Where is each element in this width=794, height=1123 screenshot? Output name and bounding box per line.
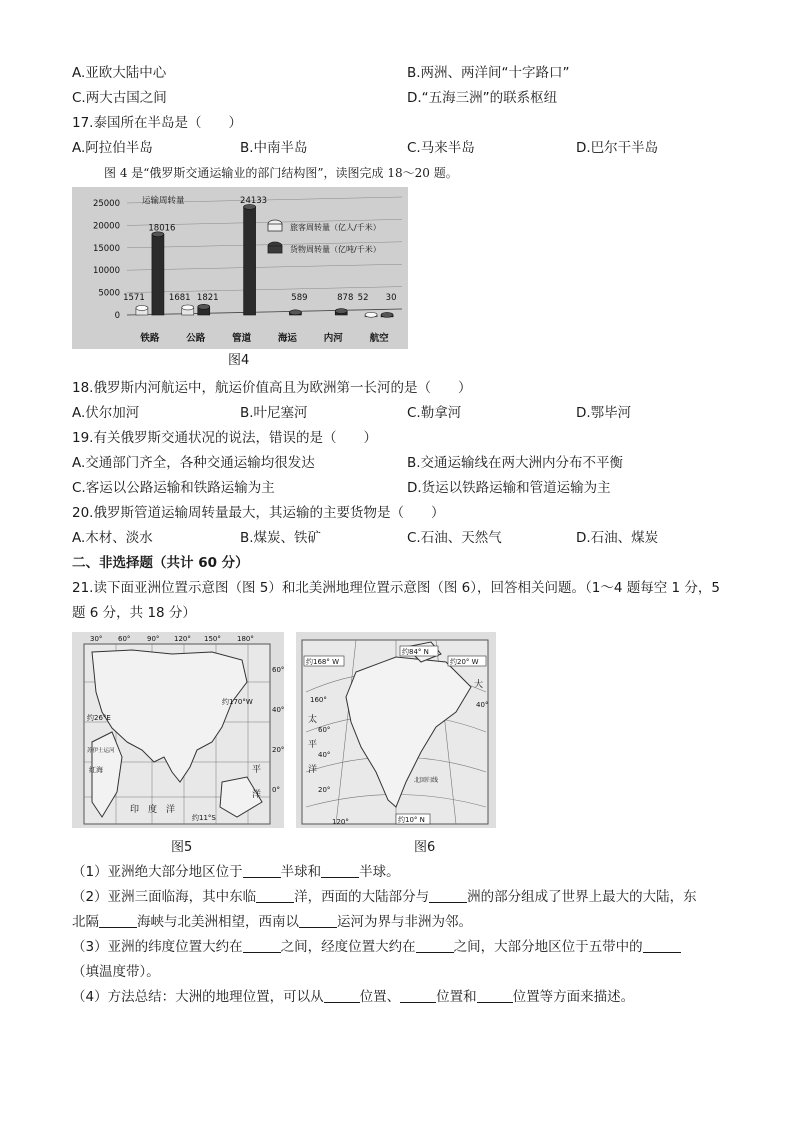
fig5-label-suez: 苏伊士运河 <box>87 748 115 754</box>
fig6-label-tropic: 北回归线 <box>414 777 439 784</box>
bar-passenger-cap <box>136 305 148 310</box>
answer-blank[interactable] <box>243 938 281 953</box>
data-label-freight: 24133 <box>240 195 268 206</box>
q21-sub3-text-b: 之间，经度位置大约在 <box>280 939 416 955</box>
q21-sub4-text-a: （4）方法总结：大洲的地理位置，可以从 <box>72 989 324 1005</box>
q21-sub2-line2 <box>72 912 472 932</box>
q20-option-c: C.石油、天然气 <box>407 530 502 546</box>
fig5-lat-40: 40° <box>272 706 284 714</box>
y-tick-label: 0 <box>114 311 120 321</box>
legend-freight-label: 货物周转量（亿吨/千米） <box>290 245 381 254</box>
data-label-freight: 18016 <box>148 223 176 234</box>
bar-freight-cap <box>335 309 347 314</box>
q21-sub4-text-c: 位置和 <box>436 989 477 1005</box>
bar-freight-cap <box>289 310 301 315</box>
fig5-asia-map <box>72 632 284 828</box>
fig5-label-11s: 约11°S <box>192 814 216 822</box>
q20-stem: 20.俄罗斯管道运输周转量最大，其运输的主要货物是（ ） <box>72 505 445 521</box>
answer-blank[interactable] <box>416 938 454 953</box>
q17-option-b: B.中南半岛 <box>240 140 308 156</box>
q21-sub1-text-c: 半球。 <box>359 864 400 880</box>
fig5-map-svg <box>72 632 284 828</box>
x-category-label: 海运 <box>277 333 297 344</box>
fig5-label-26e: 约26°E <box>87 714 111 722</box>
fig6-label-ping: 平 <box>308 740 318 750</box>
q19-option-a: A.交通部门齐全，各种交通运输均很发达 <box>72 455 315 471</box>
q21-sub2-line1 <box>72 887 697 907</box>
data-label-freight: 878 <box>337 292 354 303</box>
fig6-north-america-map <box>296 632 496 828</box>
y-tick-label: 20000 <box>92 221 120 232</box>
fig4-chart-svg <box>72 187 408 349</box>
fig6-lat-20: 20° <box>318 786 331 794</box>
answer-blank[interactable] <box>321 863 359 878</box>
answer-blank[interactable] <box>400 988 436 1003</box>
fig5-lat-0: 0° <box>272 786 280 794</box>
fig6-lat-40: 40° <box>318 751 331 759</box>
q16-option-d: D.“五海三洲”的联系枢纽 <box>407 90 558 106</box>
q16-option-b: B.两洲、两洋间“十字路口” <box>407 65 570 81</box>
fig5-label-redsea: 红海 <box>89 766 103 774</box>
y-tick-label: 10000 <box>92 266 120 277</box>
legend-passenger-label: 旅客周转量（亿人/千米） <box>290 223 381 232</box>
bar-freight-cap <box>381 312 393 317</box>
y-tick-label: 25000 <box>92 199 120 209</box>
fig5-lon-30: 30° <box>90 635 103 643</box>
q21-sub2-text-a: （2）亚洲三面临海，其中东临 <box>72 889 257 905</box>
fig6-label-84n: 约84° N <box>402 648 429 656</box>
q17-option-a: A.阿拉伯半岛 <box>72 140 153 156</box>
fig6-label-168w: 约168° W <box>306 658 340 666</box>
q21-sub1-text-a: （1）亚洲绝大部分地区位于 <box>72 864 243 880</box>
q21-sub2-text-b: 洋，西面的大陆部分与 <box>294 889 430 905</box>
bar-passenger-cap <box>182 305 194 310</box>
data-label-freight: 589 <box>291 292 308 303</box>
fig5-lon-90: 90° <box>147 635 160 643</box>
answer-blank[interactable] <box>477 988 513 1003</box>
q20-option-a: A.木材、淡水 <box>72 530 153 546</box>
q21-stem-line2: 题 6 分，共 18 分） <box>72 605 196 621</box>
fig6-lon-120: 120° <box>332 818 349 826</box>
q20-option-d: D.石油、煤炭 <box>576 530 659 546</box>
fig4-intro: 图 4 是“俄罗斯交通运输业的部门结构图”，读图完成 18～20 题。 <box>104 166 458 180</box>
data-label-freight: 1821 <box>196 292 219 303</box>
fig4-caption: 图4 <box>228 353 250 368</box>
fig5-label-ping: 平 <box>252 765 262 775</box>
fig6-label-da: 大 <box>474 680 484 690</box>
q20-option-b: B.煤炭、铁矿 <box>240 530 322 546</box>
q21-sub3-text-a: （3）亚洲的纬度位置大约在 <box>72 939 243 955</box>
q21-sub3-text-c: 之间，大部分地区位于五带中的 <box>453 939 643 955</box>
q16-option-a: A.亚欧大陆中心 <box>72 65 167 81</box>
fig4-chart <box>72 187 408 349</box>
q21-stem-line1: 21.读下面亚洲位置示意图（图 5）和北美洲地理位置示意图（图 6），回答相关问题。（1～4 题每空 1 分，5 <box>72 580 720 596</box>
fig5-lon-150: 150° <box>204 635 221 643</box>
bar-freight <box>152 234 164 315</box>
q18-stem: 18.俄罗斯内河航运中，航运价值高且为欧洲第一长河的是（ ） <box>72 380 472 396</box>
fig6-lat-right-40: 40° <box>476 701 489 709</box>
fig5-label-yang: 洋 <box>252 790 262 800</box>
legend-freight-swatch-body <box>268 246 282 253</box>
data-label-passenger: 52 <box>357 292 369 303</box>
fig5-label-indian-ocean: 印 度 洋 <box>130 805 176 815</box>
q21-sub1 <box>72 862 400 882</box>
fig5-lat-20: 20° <box>272 746 284 754</box>
q17-stem: 17.泰国所在半岛是（ ） <box>72 115 242 131</box>
y-tick-label: 15000 <box>92 243 120 254</box>
bar-freight <box>244 207 256 315</box>
bar-passenger-cap <box>365 312 377 317</box>
fig6-caption: 图6 <box>414 840 436 855</box>
fig5-lon-120: 120° <box>174 635 191 643</box>
fig6-label-tai: 太 <box>308 715 318 725</box>
q21-sub4 <box>72 987 634 1007</box>
q17-option-c: C.马来半岛 <box>407 140 475 156</box>
fig5-lon-60: 60° <box>118 635 131 643</box>
q21-sub4-text-d: 位置等方面来描述。 <box>512 989 635 1005</box>
q21-sub3-line2: （填温度带）。 <box>72 964 160 980</box>
fig5-label-170w: 约170°W <box>222 698 253 706</box>
q18-option-a: A.伏尔加河 <box>72 405 140 421</box>
q19-option-d: D.货运以铁路运输和管道运输为主 <box>407 480 611 496</box>
fig6-label-20w: 约20° W <box>450 658 479 666</box>
answer-blank[interactable] <box>643 938 681 953</box>
legend-passenger-swatch-body <box>268 224 282 231</box>
answer-blank[interactable] <box>243 863 281 878</box>
x-category-label: 内河 <box>323 333 343 344</box>
q21-sub2-text-e: 海峡与北美洲相望，西南以 <box>137 914 299 930</box>
fig6-map-svg <box>296 632 496 828</box>
x-category-label: 航空 <box>369 333 389 344</box>
q19-option-c: C.客运以公路运输和铁路运输为主 <box>72 480 275 496</box>
q19-option-b: B.交通运输线在两大洲内分布不平衡 <box>407 455 624 471</box>
q17-option-d: D.巴尔干半岛 <box>576 140 659 156</box>
q21-sub1-text-b: 半球和 <box>280 864 322 880</box>
fig6-lat-60: 60° <box>318 726 331 734</box>
x-category-label: 公路 <box>186 333 206 344</box>
fig5-caption: 图5 <box>171 840 193 855</box>
answer-blank[interactable] <box>324 988 360 1003</box>
q21-sub2-text-f: 运河为界与非洲为邻。 <box>337 914 472 930</box>
q21-sub2-text-c: 洲的部分组成了世界上最大的大陆，东 <box>467 889 697 905</box>
answer-blank[interactable] <box>299 913 337 928</box>
q18-option-b: B.叶尼塞河 <box>240 405 308 421</box>
fig5-lat-60: 60° <box>272 666 284 674</box>
x-category-label: 铁路 <box>140 333 160 344</box>
answer-blank[interactable] <box>99 913 137 928</box>
q21-sub4-text-b: 位置、 <box>359 989 401 1005</box>
x-category-label: 管道 <box>232 333 252 344</box>
data-label-passenger: 1571 <box>123 292 145 303</box>
q18-option-d: D.鄂毕河 <box>576 405 632 421</box>
bar-freight-cap <box>198 304 210 309</box>
q21-sub3-line1 <box>72 937 681 957</box>
q21-sub2-text-d: 北隔 <box>72 914 99 930</box>
data-label-freight: 30 <box>385 292 397 303</box>
answer-blank[interactable] <box>429 888 467 903</box>
fig5-lon-180: 180° <box>237 635 254 643</box>
fig6-lat-160: 160° <box>310 696 327 704</box>
q18-option-c: C.勒拿河 <box>407 405 462 421</box>
answer-blank[interactable] <box>256 888 294 903</box>
q16-option-c: C.两大古国之间 <box>72 90 167 106</box>
fig6-label-10n: 约10° N <box>398 816 425 824</box>
chart-title: 运输周转量 <box>142 196 185 206</box>
section-2-heading: 二、非选择题（共计 60 分） <box>72 555 249 571</box>
y-tick-label: 5000 <box>98 288 120 299</box>
fig6-label-yang: 洋 <box>308 765 318 775</box>
data-label-passenger: 1681 <box>168 292 191 303</box>
q19-stem: 19.有关俄罗斯交通状况的说法，错误的是（ ） <box>72 430 377 446</box>
chart-background <box>72 187 408 349</box>
